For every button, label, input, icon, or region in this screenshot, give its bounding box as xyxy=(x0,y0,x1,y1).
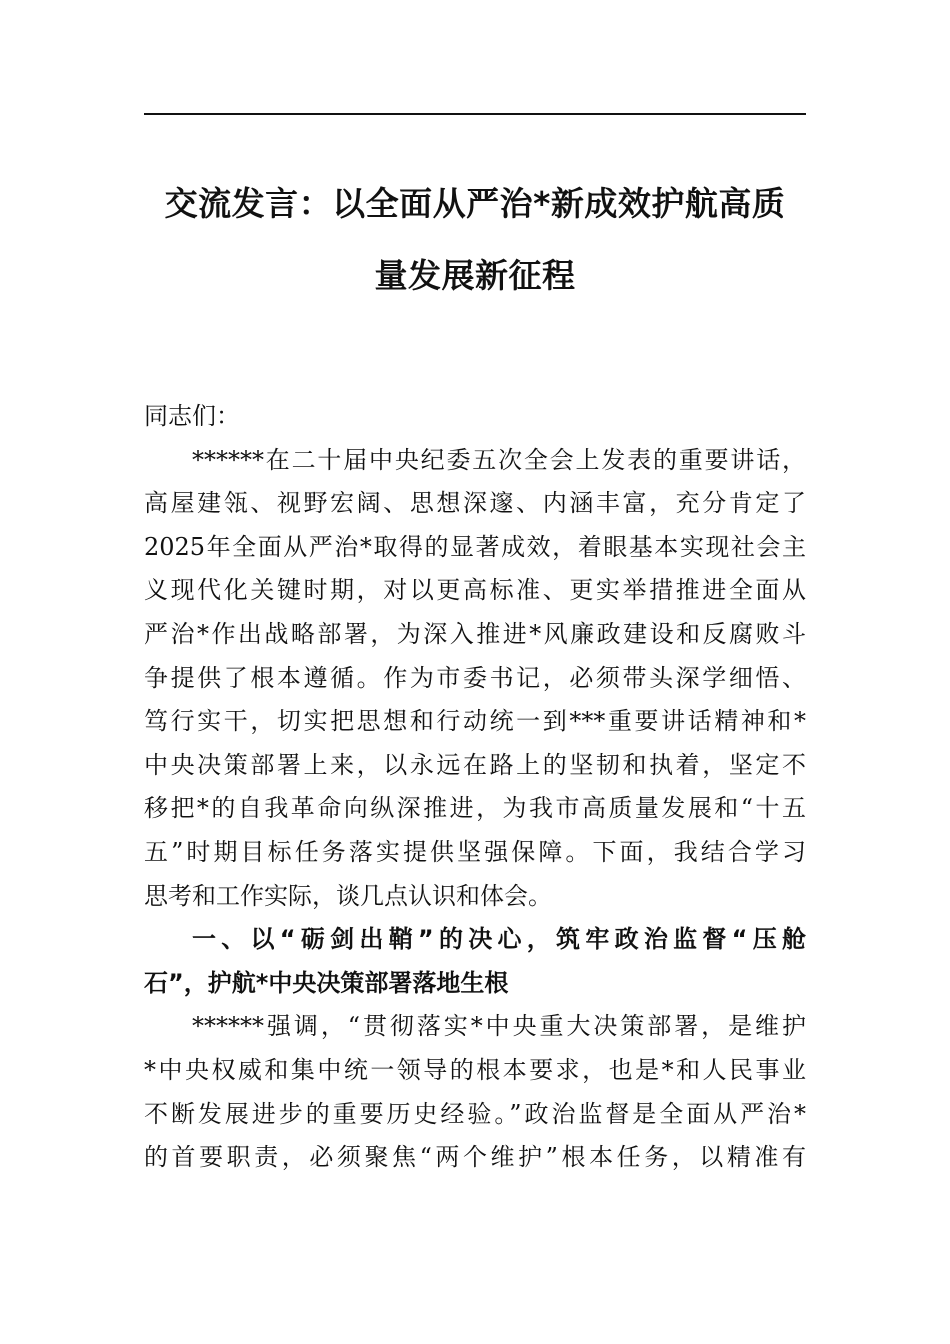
paragraph-1-line: 移把*的自我革命向纵深推进，为我市高质量发展和“十五 xyxy=(144,794,806,823)
header-rule xyxy=(144,113,806,115)
paragraph-1 xyxy=(144,439,806,919)
document-body xyxy=(144,395,806,1180)
paragraph-1-line: 义现代化关键时期，对以更高标准、更实举措推进全面从 xyxy=(144,576,806,605)
paragraph-1-line: 严治*作出战略部署，为深入推进*风廉政建设和反腐败斗 xyxy=(144,619,806,648)
paragraph-1-line: ******在二十届中央纪委五次全会上发表的重要讲话， xyxy=(192,445,806,474)
section-heading-line: 石”，护航*中央决策部署落地生根 xyxy=(144,968,509,997)
paragraph-2 xyxy=(144,1005,806,1179)
paragraph-1-line: 笃行实干，切实把思想和行动统一到***重要讲话精神和* xyxy=(144,707,806,736)
paragraph-1-line: 五”时期目标任务落实提供坚强保障。下面，我结合学习 xyxy=(144,837,806,866)
paragraph-1-line: 思考和工作实际，谈几点认识和体会。 xyxy=(144,881,552,910)
salutation: 同志们： xyxy=(144,402,240,430)
title-line-1: 交流发言：以全面从严治*新成效护航高质 xyxy=(164,184,786,223)
paragraph-2-line: 不断发展进步的重要历史经验。”政治监督是全面从严治* xyxy=(144,1099,806,1128)
paragraph-2-line: 的首要职责，必须聚焦“两个维护”根本任务，以精准有 xyxy=(144,1143,806,1172)
paragraph-2-line: ******强调，“贯彻落实*中央重大决策部署，是维护 xyxy=(192,1012,806,1041)
paragraph-1-line: 中央决策部署上来，以永远在路上的坚韧和执着，坚定不 xyxy=(144,750,806,779)
section-heading-1 xyxy=(144,918,806,1005)
title-line-2: 量发展新征程 xyxy=(374,256,576,295)
paragraph-1-line: 高屋建瓴、视野宏阔、思想深邃、内涵丰富，充分肯定了 xyxy=(144,489,806,518)
paragraph-1-line: 2025年全面从严治*取得的显著成效，着眼基本实现社会主 xyxy=(144,532,806,561)
paragraph-1-line: 争提供了根本遵循。作为市委书记，必须带头深学细悟、 xyxy=(144,663,806,692)
paragraph-2-line: *中央权威和集中统一领导的根本要求，也是*和人民事业 xyxy=(144,1055,806,1084)
section-heading-line: 一、以“砺剑出鞘”的决心，筑牢政治监督“压舱 xyxy=(192,925,806,954)
document-title xyxy=(140,168,810,312)
